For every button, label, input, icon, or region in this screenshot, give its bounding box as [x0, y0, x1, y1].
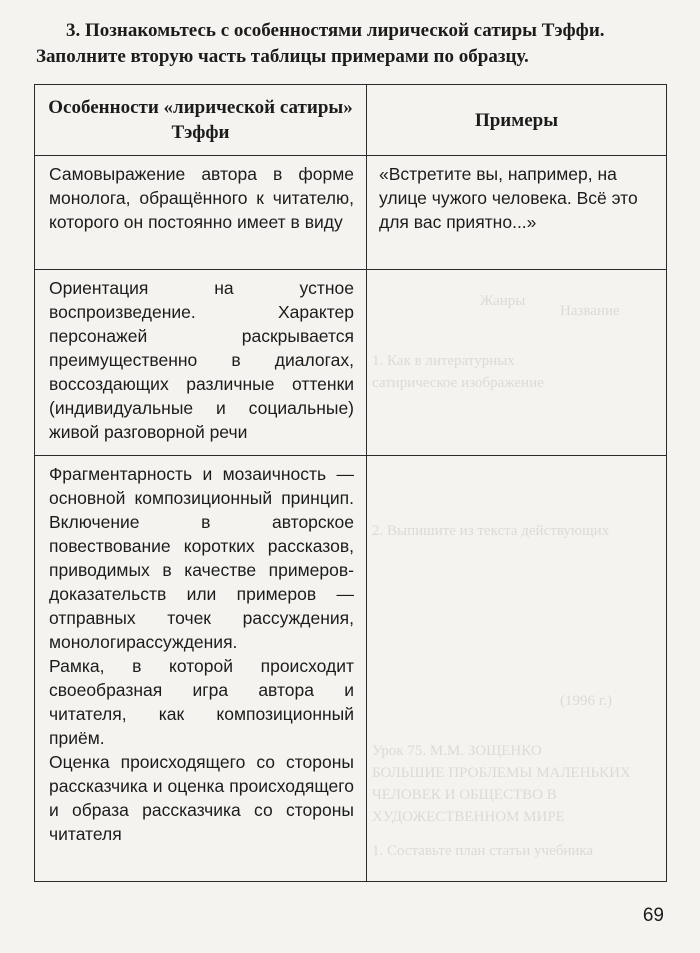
feature-text: Рамка, в которой происходит своеобразная игра автора и читателя, как композиционный приём. — [49, 656, 354, 748]
example-cell[interactable] — [367, 156, 667, 270]
page-number: 69 — [642, 905, 664, 926]
table-header-row — [35, 85, 667, 156]
task-heading — [36, 18, 686, 70]
feature-text: Оценка происходящего со стороны рассказчика и оценка происходящего и образа рассказчика со стороны читателя — [49, 752, 354, 844]
header-features: Особенности «лирической сатиры» Тэффи — [35, 85, 367, 156]
example-cell[interactable] — [367, 270, 667, 456]
task-heading-line-2: Заполните вторую часть таблицы примерами по образцу. — [36, 46, 529, 67]
feature-text: Самовыражение автора в форме монолога, обращённого к читателю, которого он постоянно имеет в виду — [49, 164, 354, 232]
table-row — [35, 270, 667, 456]
example-cell[interactable] — [367, 456, 667, 882]
task-heading-line-1: 3. Познакомьтесь с особенностями лирической сатиры Тэффи. — [66, 20, 605, 41]
features-table — [34, 84, 667, 882]
feature-cell — [35, 270, 367, 456]
feature-text: Ориентация на устное воспроизведение. Характер персонажей раскрывается преимущественно в диалогах, воссоздающих различные оттенки (индивидуальные и социальные) живой разговорной речи — [49, 278, 354, 442]
feature-text: Фрагментарность и мозаичность — основной композиционный принцип. Включение в авторское повествование коротких рассказов, приводимых в качестве примеров-доказательств или примеров — отправных точек рассуждения, монологирассуждения. — [49, 464, 354, 652]
table-row — [35, 456, 667, 882]
header-examples: Примеры — [367, 85, 667, 156]
feature-cell — [35, 156, 367, 270]
table-row — [35, 156, 667, 270]
feature-cell — [35, 456, 367, 882]
example-text: «Встретите вы, например, на улице чужого человека. Всё это для вас приятно...» — [379, 164, 638, 232]
